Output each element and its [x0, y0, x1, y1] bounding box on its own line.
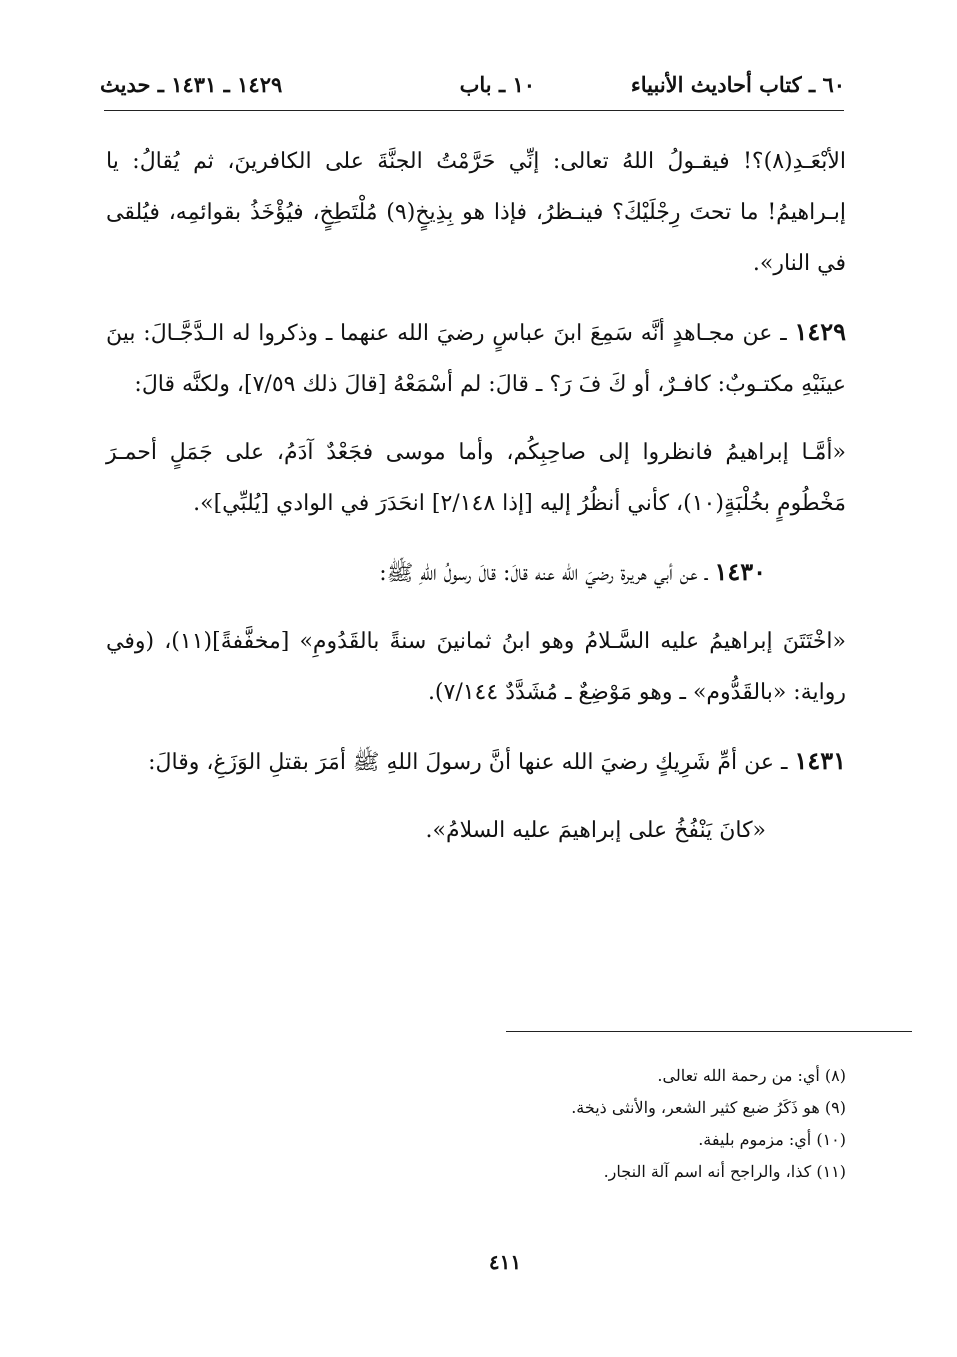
- hadith-number: ١٤٣٠: [714, 557, 766, 586]
- hadith-number: ١٤٣١: [794, 746, 846, 775]
- footnote-divider: [506, 1031, 912, 1032]
- footnote-8: (٨) أي: من رحمة الله تعالى.: [657, 1066, 846, 1085]
- header-divider: [104, 110, 844, 111]
- hadith-number: ١٤٢٩: [794, 317, 846, 346]
- hadith-text: ـ عن مجـاهدٍ أنَّه سَمِعَ ابنَ عباسٍ رضيَ الله عنهما ـ وذكروا له الـدَّجَّـالَ: بينَ عينَيْهِ مكتـوبٌ: كافـرٌ، أو كَ فَ رَ؟ ـ قالَ: لم أسْمَعْهُ [قالَ ذلك ٧/٥٩]، ولكنَّه قالَ:: [106, 321, 846, 397]
- hadith-1431: [106, 735, 846, 788]
- continuation-paragraph: الأبْعَـدِ(٨)؟! فيقـولُ اللهُ تعالى: إنِّي حَرَّمْتُ الجنَّةَ على الكافرينَ، ثم يُقالُ: يا إبـراهيمُ! ما تحتَ رِجْلَيْكَ؟ فينـظرُ، فإذا هو بِذِيخٍ(٩) مُلْتَطِخٍ، فيُؤْخَذُ بقوائمِه، فيُلقى في النار».: [106, 149, 846, 276]
- hadith-1429: [106, 306, 846, 410]
- header-hadith-range: ١٤٢٩ ـ ١٤٣١ ـ حديث: [100, 72, 283, 97]
- footnotes: [106, 1060, 846, 1188]
- header-chapter: ١٠ ـ باب: [459, 72, 535, 97]
- hadith-1431-quote: «كانَ يَنْفُخُ على إبراهيمَ عليه السلامُ».: [425, 818, 766, 843]
- hadith-1430-quote: «اخْتَتَنَ إبراهيمُ عليه السَّـلامُ وهو ابنُ ثمانينَ سنةً بالقَدُومِ» [مخفَّفةً](١١)، (وفي رواية: «بالقَدُّوم» ـ وهو مَوْضِعٌ ـ مُشَدَّدٌ ٧/١٤٤).: [106, 629, 846, 705]
- running-header: [100, 68, 845, 104]
- hadith-text: ـ عن أبي هريرة رضيَ الله عنه قالَ: قالَ رسولُ اللهِ ﷺ:: [379, 561, 715, 586]
- hadith-1430: [106, 546, 846, 599]
- main-text: [106, 136, 846, 873]
- footnote-10: (١٠) أي: مزموم بليفة.: [698, 1130, 846, 1149]
- footnote-11: (١١) كذا، والراجح أنه اسم آلة النجار.: [603, 1162, 846, 1181]
- hadith-text: ـ عن أمِّ شَرِيكٍ رضيَ الله عنها أنَّ رسولَ اللهِ ﷺ أمَرَ بقتلِ الوَزَغِ، وقالَ:: [148, 750, 795, 775]
- footnote-9: (٩) هو ذَكَرُ ضبع كثير الشعر، والأنثى ذيخة.: [571, 1098, 846, 1117]
- page-number: ٤١١: [488, 1250, 522, 1274]
- header-book-title: ٦٠ ـ كتاب أحاديث الأنبياء: [630, 72, 845, 97]
- hadith-1429-quote: «أمَّـا إبراهيمُ فانظروا إلى صاحِبِكُم، وأما موسى فجَعْدٌ آدَمُ، على جَمَلٍ أحمـرَ مَخْطُومٍ بخُلْبَةٍ(١٠)، كأني أنظُرُ إليه [إذا ٢/١٤٨] انحَدَرَ في الوادي [يُلبِّي]».: [106, 440, 846, 516]
